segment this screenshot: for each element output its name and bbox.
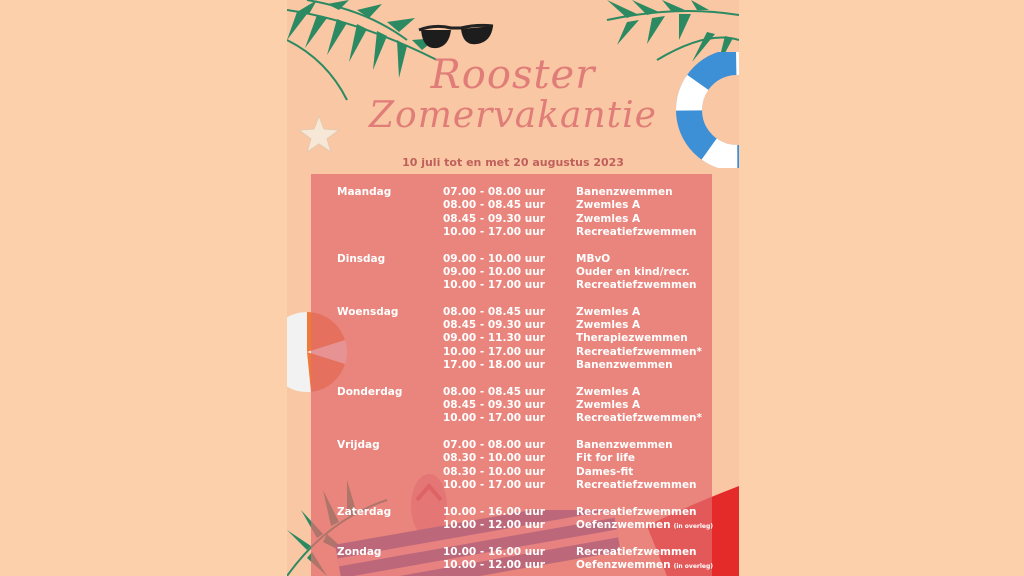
time-slot: 08.30 - 10.00 uur [443,465,545,478]
time-slot: 09.00 - 10.00 uur [443,265,545,278]
activity-label: Recreatiefzwemmen [576,279,697,292]
day-block [337,506,737,533]
time-slot: 09.00 - 11.30 uur [443,332,545,345]
schedule-row [337,412,737,425]
activity-label: Recreatiefzwemmen [576,545,697,558]
activity-note: (in overleg) [673,562,714,570]
schedule-row [337,519,737,532]
day-name: Woensdag [337,305,399,318]
schedule-row [337,546,737,559]
activity [576,266,736,279]
schedule-row [337,559,737,572]
schedule-row [337,213,737,226]
day-name: Zaterdag [337,505,392,518]
activity [576,386,736,399]
time-slot: 10.00 - 17.00 uur [443,345,545,358]
activity-label: Fit for life [576,452,635,465]
poster-date-range: 10 juli tot en met 20 augustus 2023 [402,156,624,169]
activity-label: Banenzwemmen [576,186,673,198]
activity [576,412,736,425]
time-slot: 10.00 - 17.00 uur [443,412,545,425]
activity-label: Oefenzwemmen [576,518,671,531]
day-name: Donderdag [337,385,403,398]
day-block [337,253,737,293]
time-slot: 10.00 - 17.00 uur [443,279,545,292]
activity [576,346,736,359]
day-name: Maandag [337,186,392,198]
schedule-row [337,319,737,332]
day-name [337,452,443,465]
schedule-row [337,506,737,519]
day-name: Zondag [337,545,382,558]
day-name [337,519,443,532]
activity-label: Therapiezwemmen [576,332,688,345]
poster-title-line1: Rooster [430,52,596,98]
day-name [337,479,443,492]
day-block [337,386,737,426]
activity [576,439,736,452]
day-block [337,439,737,492]
activity-label: Recreatiefzwemmen* [576,345,703,358]
schedule-row [337,466,737,479]
time-slot: 10.00 - 17.00 uur [443,478,545,491]
schedule-row [337,386,737,399]
activity [576,399,736,412]
activity [576,466,736,479]
schedule-row [337,332,737,345]
day-name [337,319,443,332]
poster-title-line2: Zomervakantie [369,95,657,136]
activity-label: Zwemles A [576,212,641,225]
time-slot: 17.00 - 18.00 uur [443,359,545,372]
day-name [337,412,443,425]
poster [287,0,739,576]
activity-label: Banenzwemmen [576,359,673,372]
day-name [337,279,443,292]
schedule-row [337,266,737,279]
time-slot: 10.00 - 12.00 uur [443,518,545,531]
activity [576,279,736,292]
day-name: Dinsdag [337,252,386,265]
activity [576,253,736,266]
activity [576,186,736,199]
activity [576,519,736,532]
activity-label: Zwemles A [576,319,641,332]
day-block [337,546,737,573]
schedule-row [337,399,737,412]
time-slot: 08.45 - 09.30 uur [443,212,545,225]
sunglasses-icon [415,16,497,56]
schedule-row [337,306,737,319]
schedule-row [337,199,737,212]
activity-label: Zwemles A [576,385,641,398]
day-name: Vrijdag [337,439,380,452]
time-slot: 10.00 - 16.00 uur [443,505,545,518]
day-block [337,186,737,239]
activity-note: (in overleg) [673,522,714,530]
activity-label: Oefenzwemmen [576,558,671,571]
time-slot: 08.45 - 09.30 uur [443,319,545,332]
day-name [337,213,443,226]
activity [576,319,736,332]
schedule-row [337,186,737,199]
activity [576,559,736,572]
activity-label: Zwemles A [576,305,641,318]
activity [576,199,736,212]
activity-label: Ouder en kind/recr. [576,265,690,278]
schedule-row [337,279,737,292]
time-slot: 09.00 - 10.00 uur [443,252,545,265]
day-name [337,226,443,239]
activity [576,546,736,559]
schedule-row [337,479,737,492]
day-name [337,266,443,279]
schedule-row [337,226,737,239]
activity-label: Recreatiefzwemmen [576,225,697,238]
time-slot: 08.45 - 09.30 uur [443,399,545,412]
day-name [337,559,443,572]
schedule-table [337,186,737,576]
time-slot: 10.00 - 12.00 uur [443,558,545,571]
activity-label: Recreatiefzwemmen* [576,412,703,425]
activity-label: Zwemles A [576,399,641,412]
activity-label: Banenzwemmen [576,439,673,452]
time-slot: 08.30 - 10.00 uur [443,452,545,465]
activity-label: Zwemles A [576,199,641,212]
activity [576,226,736,239]
time-slot: 07.00 - 08.00 uur [443,186,545,198]
activity [576,452,736,465]
time-slot: 07.00 - 08.00 uur [443,439,545,452]
activity [576,479,736,492]
day-name [337,359,443,372]
time-slot: 08.00 - 08.45 uur [443,199,545,212]
schedule-row [337,346,737,359]
day-name [337,199,443,212]
schedule-row [337,253,737,266]
schedule-row [337,439,737,452]
activity [576,306,736,319]
activity-label: Recreatiefzwemmen [576,478,697,491]
time-slot: 10.00 - 16.00 uur [443,545,545,558]
activity-label: Recreatiefzwemmen [576,505,697,518]
time-slot: 08.00 - 08.45 uur [443,305,545,318]
day-name [337,466,443,479]
activity-label: MBvO [576,252,611,265]
activity-label: Dames-fit [576,465,634,478]
schedule-row [337,452,737,465]
activity [576,213,736,226]
day-block [337,306,737,372]
schedule-row [337,359,737,372]
activity [576,506,736,519]
day-name [337,332,443,345]
time-slot: 10.00 - 17.00 uur [443,225,545,238]
activity [576,332,736,345]
time-slot: 08.00 - 08.45 uur [443,385,545,398]
day-name [337,399,443,412]
activity [576,359,736,372]
day-name [337,346,443,359]
